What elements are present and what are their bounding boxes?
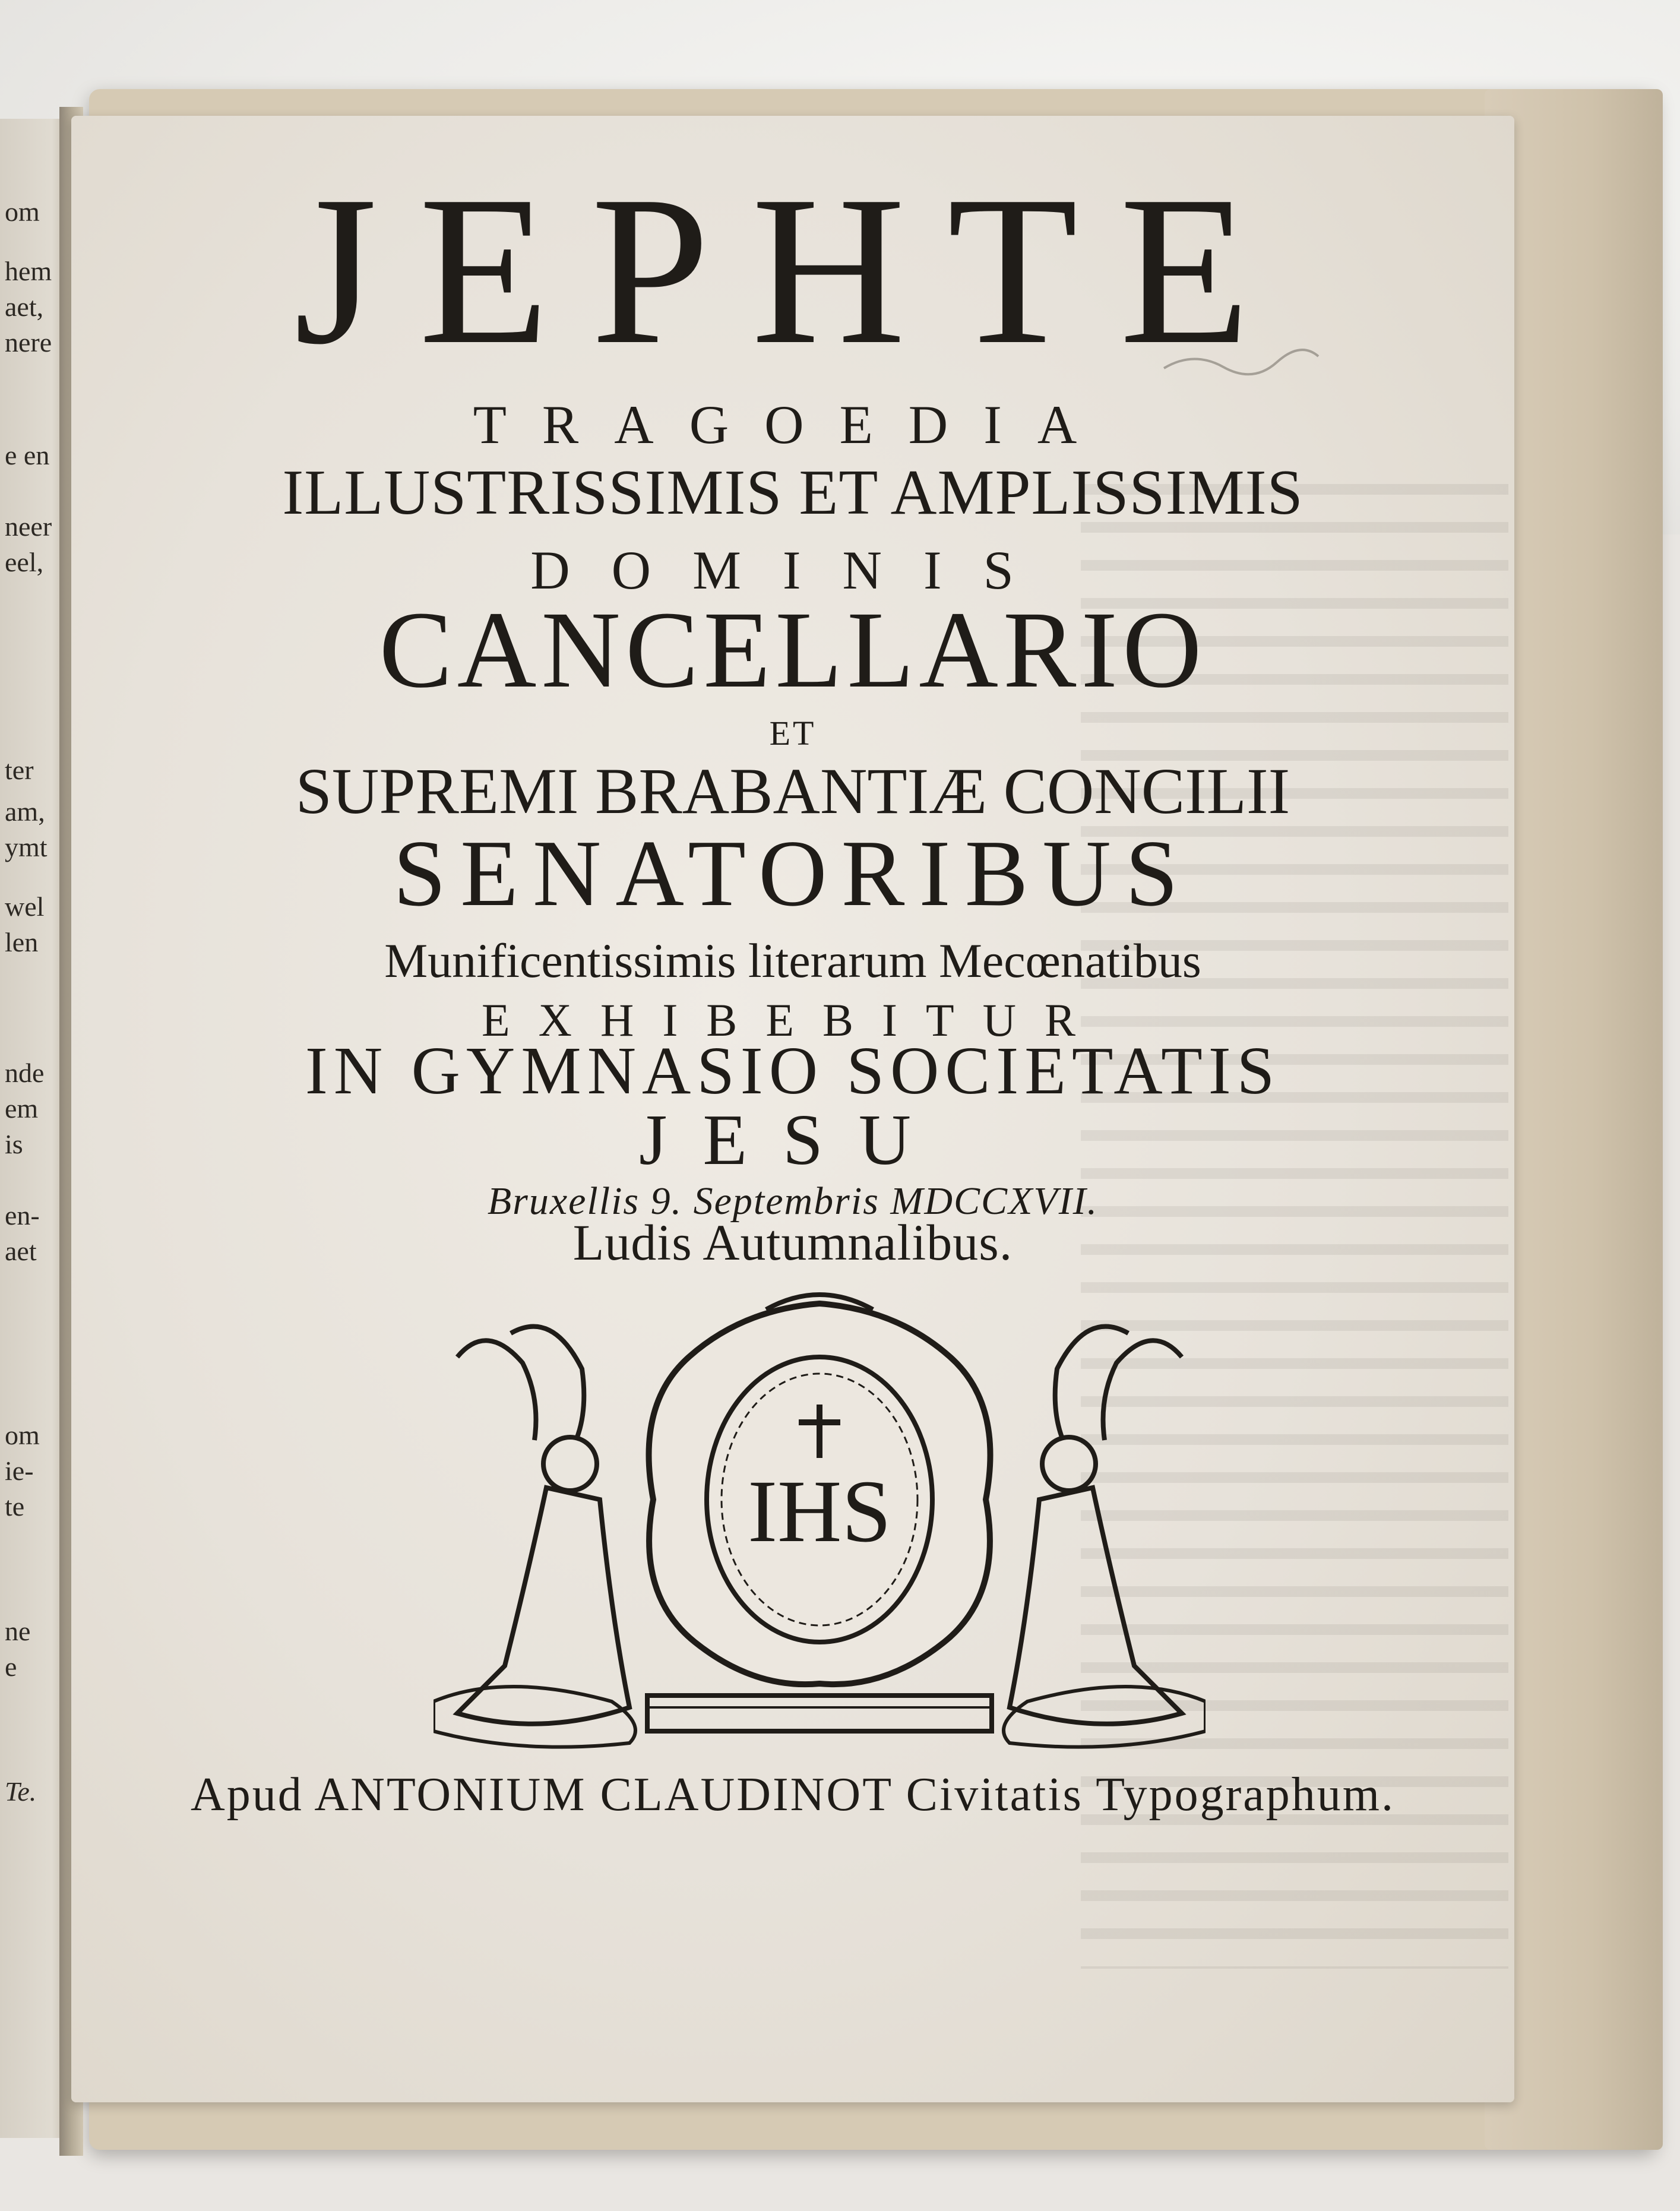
left-page-fragment: Te. — [5, 1776, 37, 1807]
title: JEPHTE — [294, 151, 1292, 388]
genre-line: TRAGOEDIA — [473, 394, 1113, 455]
left-page-fragment: am, — [5, 796, 45, 827]
dedication-line-2: DOMINIS — [530, 540, 1055, 600]
left-page-fragment: aet, — [5, 292, 44, 322]
venue-line-2: JESU — [639, 1100, 947, 1180]
occasion-line: Ludis Autumnalibus. — [572, 1214, 1013, 1271]
left-page-fragment: ie- — [5, 1456, 34, 1486]
title-page — [71, 116, 1514, 2102]
left-page-fragment: en- — [5, 1200, 40, 1231]
jesuit-emblem-woodcut — [434, 1286, 1206, 1749]
dedication-line-1: ILLUSTRISSIMIS ET AMPLISSIMIS — [282, 457, 1303, 528]
left-page-fragment: ter — [5, 755, 34, 785]
left-page-fragment: e — [5, 1652, 17, 1682]
dedication-line-3: CANCELLARIO — [379, 589, 1207, 711]
dedication-line-4: ET — [769, 714, 817, 752]
left-page-fragment: ne — [5, 1616, 31, 1646]
left-page-fragment: te — [5, 1491, 25, 1522]
left-page-fragment: nere — [5, 327, 52, 358]
left-page-fragment: e en — [5, 440, 50, 470]
venue-line-1: IN GYMNASIO SOCIETATIS — [305, 1033, 1281, 1108]
left-page-fragment: len — [5, 927, 39, 957]
left-page-fragment: wel — [5, 891, 45, 922]
ihs-monogram: IHS — [748, 1462, 891, 1561]
imprint-line: Apud ANTONIUM CLAUDINOT Civitatis Typographum. — [191, 1769, 1395, 1821]
dedication-line-7: Munificentissimis literarum Mecœnatibus — [384, 934, 1201, 988]
dedication-line-5: SUPREMI BRABANTIÆ CONCILII — [295, 755, 1290, 827]
left-page-fragment: om — [5, 1420, 40, 1450]
date-line: Bruxellis 9. Septembris MDCCXVII. — [487, 1179, 1099, 1223]
left-page-fragment: om — [5, 197, 40, 227]
left-page-fragment: nde — [5, 1058, 45, 1088]
left-page-fragment: aet — [5, 1236, 37, 1266]
exhibition-line: EXHIBEBITUR — [482, 994, 1104, 1046]
left-page-fragment: ymt — [5, 832, 48, 862]
left-page-fragment: hem — [5, 256, 52, 286]
dedication-line-6: SENATORIBUS — [393, 820, 1192, 926]
left-page-fragment: is — [5, 1129, 23, 1159]
left-page-fragment: eel, — [5, 547, 44, 577]
left-page-fragment: em — [5, 1093, 39, 1124]
left-page-fragment: neer — [5, 511, 52, 542]
